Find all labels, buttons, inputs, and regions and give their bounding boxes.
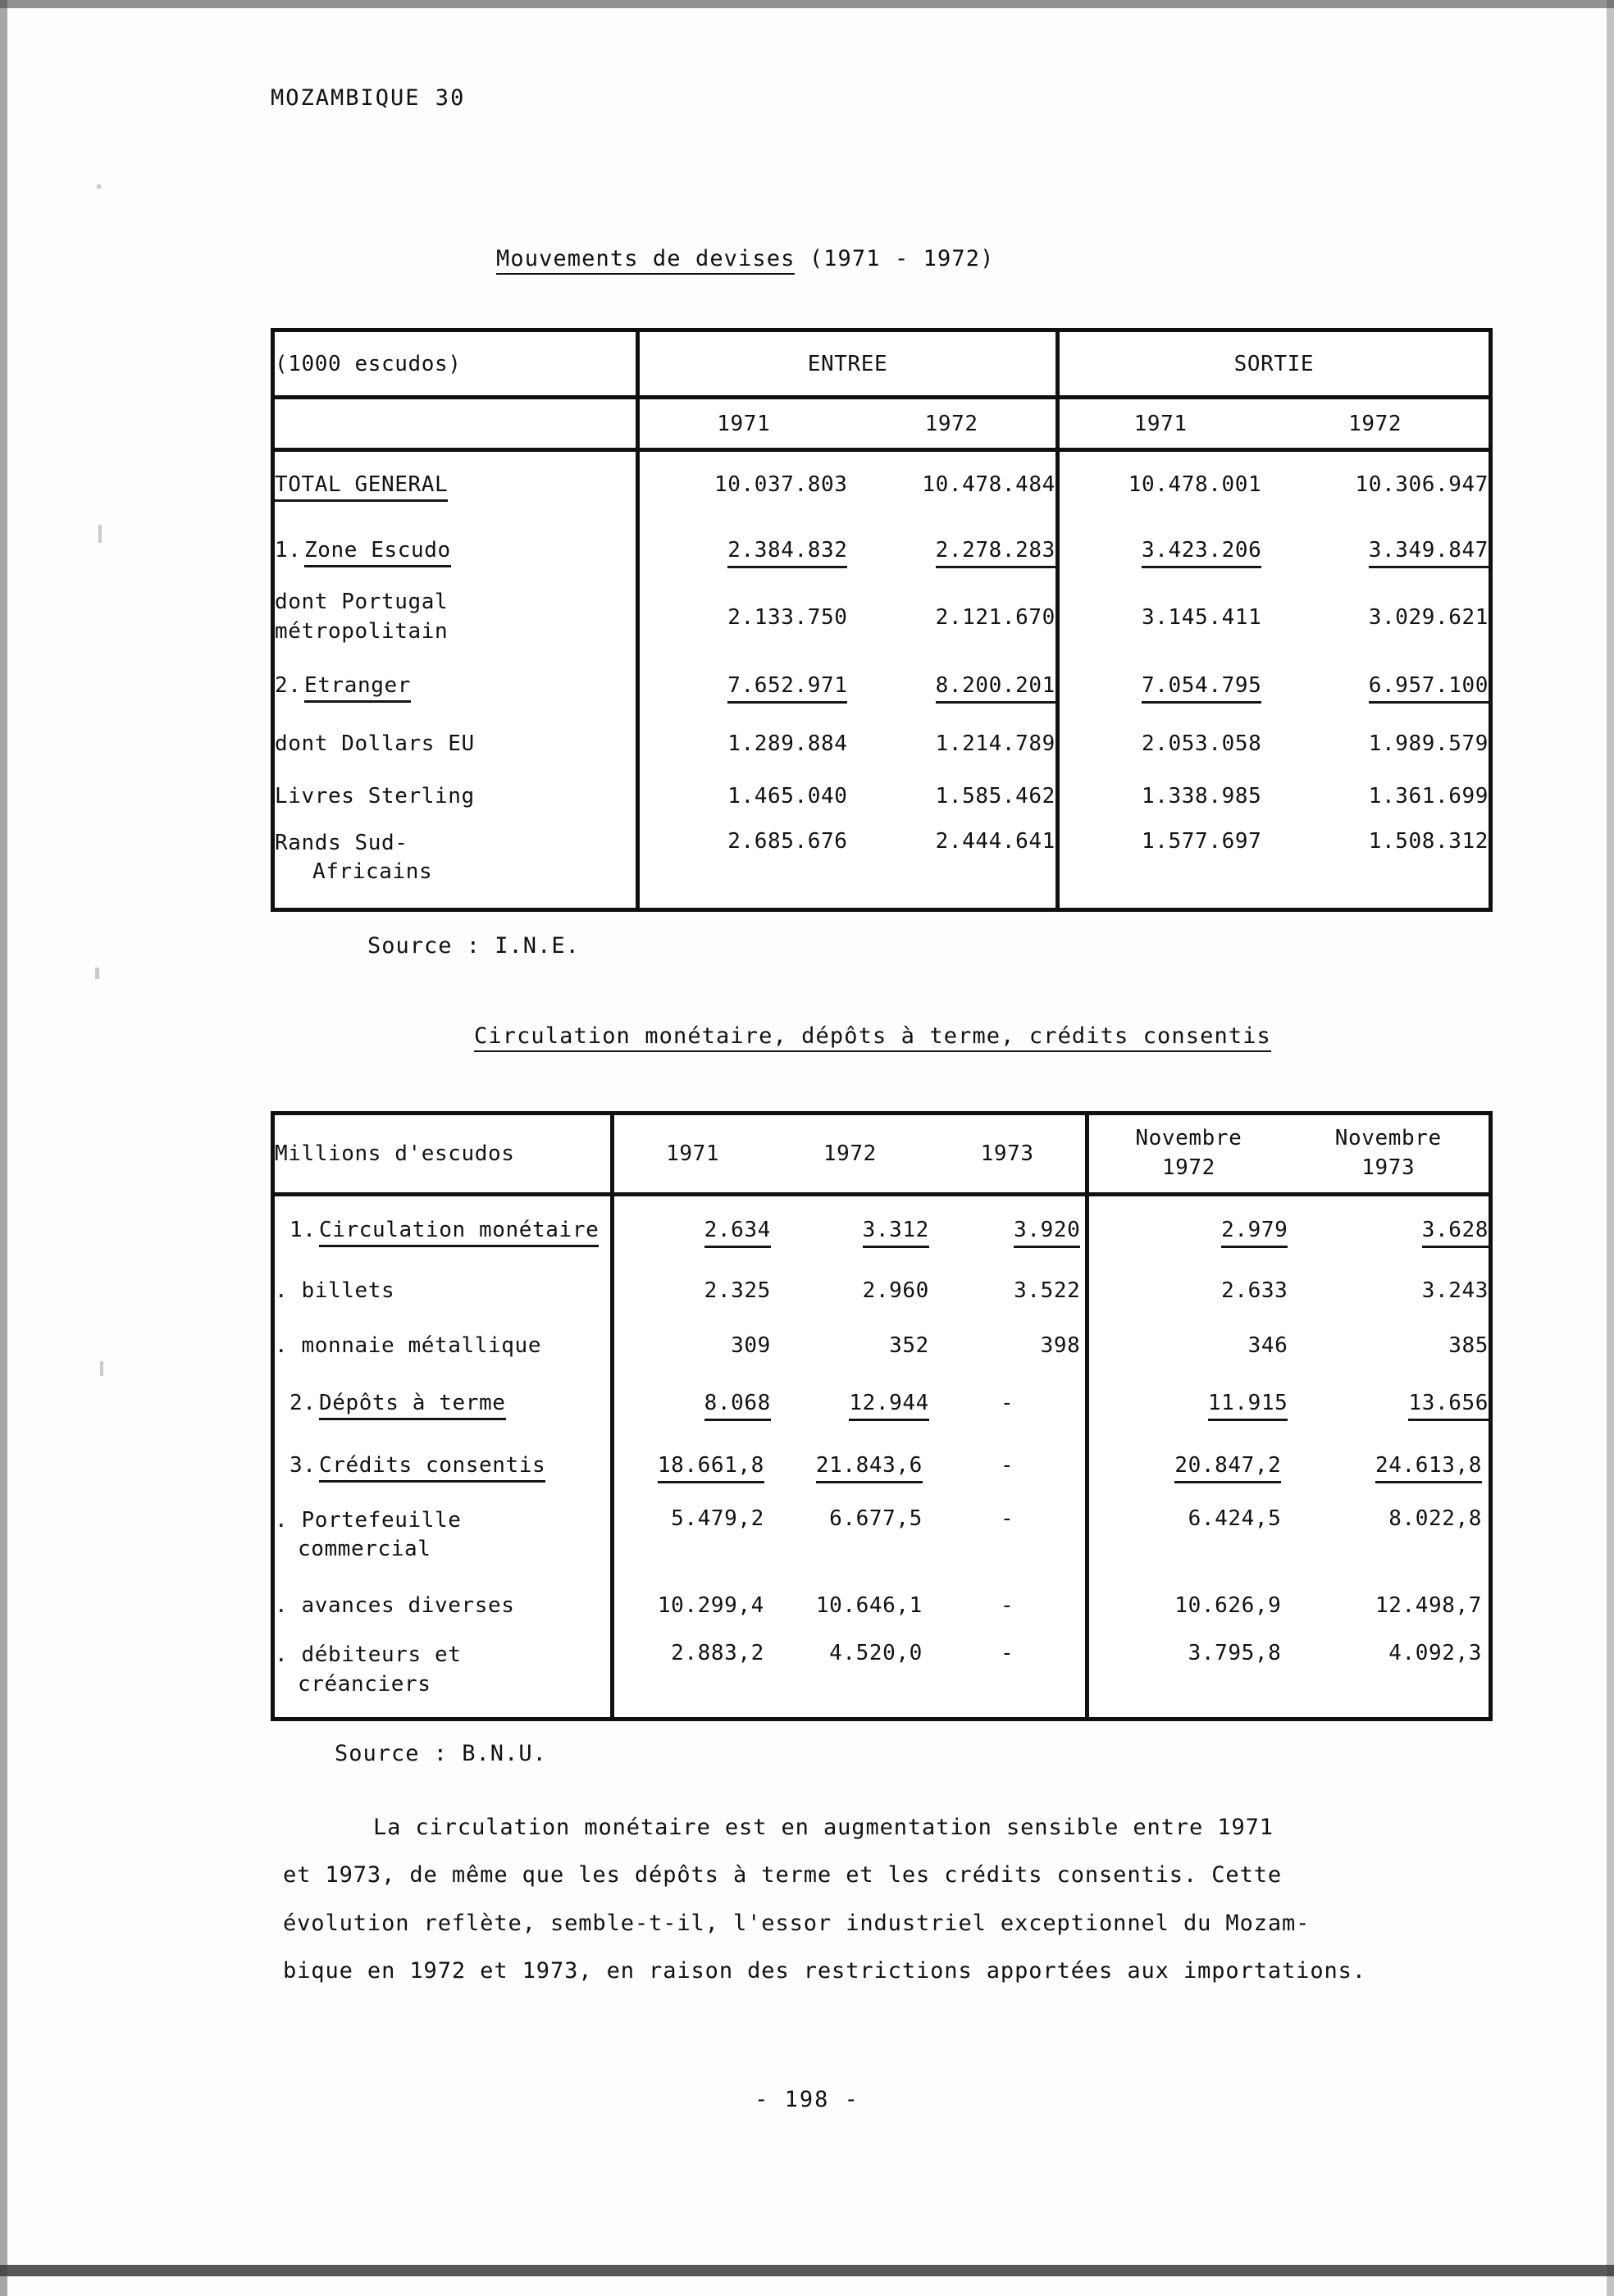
table-1-cell: 2.121.670 [935,604,1055,630]
table-2-unit-header: Millions d'escudos [275,1115,613,1195]
table-2-cell: 4.092,3 [1388,1641,1482,1666]
table-1-row-label [275,822,638,908]
table-2-cell: 398 [1040,1332,1081,1358]
row-label-text: Crédits consentis [319,1453,545,1483]
table-2-col-header-1973: 1973 [929,1115,1087,1195]
table-2-col-header-novembre-1972: Novembre 1972 [1087,1115,1288,1195]
scan-speck [100,1361,103,1376]
table-2-cell: - [1001,1593,1014,1619]
table-row [275,1634,1489,1717]
table-2-cell: - [1001,1506,1014,1531]
table-2-cell: - [1001,1641,1014,1666]
table-2-cell: 2.633 [1087,1264,1288,1318]
table-2-row-label: . billets [275,1278,395,1304]
table-1-cell: 1.289.884 [638,718,848,770]
table-2-title-main: Circulation monétaire, dépôts à terme, crédits consentis [474,1023,1271,1052]
table-1-cell: 10.037.803 [638,449,848,518]
table-2-title [474,1023,1271,1049]
table-2-row-label [275,1634,613,1717]
table-2-cell: 6.677,5 [829,1506,923,1531]
table-2-cell: 12.944 [771,1373,929,1433]
scan-speck [95,968,99,979]
table-row [275,822,1489,908]
table-1-cell: 3.029.621 [1368,604,1489,630]
table-1-cell: 10.478.001 [1057,449,1261,518]
scan-speck [97,184,101,189]
table-1-unit-header: (1000 escudos) [275,332,638,398]
table-2-cell: 2.634 [613,1195,771,1264]
row-index: 2. [275,672,302,698]
scan-edge-top [0,0,1614,8]
table-2-cell: 20.847,2 [1087,1433,1288,1497]
table-2-cell: 309 [613,1318,771,1372]
table-2-cell: 5.479,2 [613,1498,771,1578]
table-1-cell: 10.478.484 [922,472,1055,498]
table-2-cell: 13.656 [1288,1373,1489,1433]
body-line: et 1973, de même que les dépôts à terme et les crédits consentis. Cette [283,1862,1283,1888]
table-1-cell: 7.652.971 [638,653,848,718]
table-1-year-entree-1972: 1972 [847,398,1057,449]
table-1-group-header-entree: ENTREE [638,332,1058,398]
table-2-cell: 3.522 [1014,1278,1081,1304]
table-2-cell: - [1001,1453,1014,1478]
table-1-cell: 1.989.579 [1368,731,1489,757]
row-index: 1. [275,538,302,563]
table-row [275,582,1489,653]
table-2-cell: 346 [1087,1318,1288,1372]
scan-edge-left [0,0,7,2296]
table-1-group-header-sortie: SORTIE [1057,332,1489,398]
table-1-cell: 1.508.312 [1368,828,1489,854]
row-label-text: Etranger [304,673,411,703]
row-index: 1. [290,1217,317,1242]
table-2-cell: 8.022,8 [1388,1506,1482,1531]
table-1-source: Source : I.N.E. [367,933,580,959]
table-1-row-label [275,582,638,653]
table-2-cell: 3.795,8 [1087,1634,1288,1717]
table-1-cell: 3.349.847 [1261,518,1489,582]
table-1-cell: 1.465.040 [638,770,848,822]
table-2-source: Source : B.N.U. [335,1741,547,1766]
table-row [275,1577,1489,1634]
table-1-cell: 1.577.697 [1057,822,1261,908]
row-label-text-2: commercial [298,1537,431,1562]
table-2-col-header-novembre-1973: Novembre 1973 [1288,1115,1489,1195]
table-row [275,1318,1489,1372]
row-index: 2. [290,1390,317,1415]
table-1-year-row [275,398,1489,449]
table-2-row-label: . avances diverses [275,1593,515,1619]
table-1-row-label [275,449,638,518]
table-1-cell: 3.145.411 [1057,582,1261,653]
table-mouvements-de-devises [271,328,1493,912]
table-2-row-label: . monnaie métallique [275,1332,542,1358]
body-line: La circulation monétaire est en augmentation sensible entre 1971 [373,1815,1274,1840]
table-row [275,653,1489,718]
table-1-row-label: dont Dollars EU [275,731,475,757]
table-1-cell: 1.338.985 [1057,770,1261,822]
scan-speck [98,525,102,543]
table-2-cell: 3.243 [1421,1278,1489,1304]
body-paragraph [283,1804,1538,1995]
table-1-cell: 3.423.206 [1057,518,1261,582]
table-1-cell: 1.361.699 [1368,783,1489,809]
table-1-cell: 7.054.795 [1057,653,1261,718]
table-2-row-label [275,1195,613,1264]
row-label-text: . débiteurs et [275,1642,462,1668]
running-head: MOZAMBIQUE 30 [271,85,466,111]
table-1-cell: 6.957.100 [1261,653,1489,718]
table-2-cell: 352 [889,1332,929,1358]
table-row [275,770,1489,822]
table-2-cell: 4.520,0 [829,1641,923,1666]
table-2-cell: 3.920 [929,1195,1087,1264]
table-row [275,718,1489,770]
table-1-row-label [275,653,638,718]
table-1-cell: 2.444.641 [935,828,1055,854]
table-row [275,1264,1489,1318]
body-line: évolution reflète, semble-t-il, l'essor industriel exceptionnel du Mozam- [283,1910,1311,1936]
table-2-row-label [275,1498,613,1578]
table-1-cell: 2.685.676 [638,822,848,908]
table-2-cell: 10.626,9 [1087,1577,1288,1634]
table-1-cell: 2.053.058 [1057,718,1261,770]
table-2-cell: 2.883,2 [613,1634,771,1717]
table-2-cell: 21.843,6 [771,1433,929,1497]
table-1-cell: 1.214.789 [935,731,1055,757]
row-label-text: Circulation monétaire [319,1218,599,1247]
row-label-text-2: métropolitain [275,618,449,644]
table-2-header-row [275,1115,1489,1195]
table-2-cell: 3.628 [1288,1195,1489,1264]
table-1-year-sortie-1972: 1972 [1261,398,1489,449]
row-label-text: Rands Sud- [275,830,408,855]
table-1-header-row [275,332,1489,398]
table-2-cell: 10.646,1 [815,1593,923,1619]
table-2-cell: 2.325 [613,1264,771,1318]
table-1-title [496,246,994,271]
table-2-cell: 11.915 [1087,1373,1288,1433]
table-row [275,449,1489,518]
body-line: bique en 1972 et 1973, en raison des restrictions apportées aux importations. [283,1957,1366,1984]
row-label-text-2: créanciers [298,1672,431,1697]
table-2-cell: 3.312 [771,1195,929,1264]
table-row [275,1195,1489,1264]
row-label-text: TOTAL GENERAL [275,472,448,502]
table-1-row-label [275,518,638,582]
table-2-row-label [275,1433,613,1497]
table-1-cell: 2.384.832 [638,518,848,582]
table-2-col-header-1972: 1972 [771,1115,929,1195]
table-1-cell: 1.585.462 [935,783,1055,809]
table-2-cell: 18.661,8 [613,1433,771,1497]
table-1-cell: 2.278.283 [847,518,1057,582]
table-2-cell: 6.424,5 [1087,1498,1288,1578]
table-1-year-sortie-1971: 1971 [1057,398,1261,449]
scan-edge-right [1607,0,1614,2296]
table-2-cell: 2.960 [862,1278,929,1304]
table-2-row-label [275,1373,613,1433]
table-2-cell: 10.299,4 [613,1577,771,1634]
table-1-year-entree-1971: 1971 [638,398,848,449]
table-row [275,1498,1489,1578]
row-label-text: Dépôts à terme [319,1391,506,1420]
table-1-cell: 10.306.947 [1355,472,1489,498]
table-2-cell: 24.613,8 [1288,1433,1489,1497]
table-1-cell: 8.200.201 [847,653,1057,718]
table-1-title-main: Mouvements de devises [496,246,795,275]
table-1-title-years: (1971 - 1972) [795,246,995,271]
table-row [275,1373,1489,1433]
table-2-col-header-1971: 1971 [613,1115,771,1195]
table-circulation-monetaire [271,1111,1493,1721]
table-1-cell: 2.133.750 [638,582,848,653]
page-number: - 198 - [755,2087,859,2112]
table-1-year-blank [275,398,638,449]
table-2-cell: 12.498,7 [1375,1593,1482,1619]
table-2-cell: 385 [1448,1332,1489,1358]
table-1-row-label: Livres Sterling [275,783,475,809]
row-index: 3. [290,1453,317,1478]
table-2-cell: - [1001,1390,1014,1415]
scan-edge-bottom [0,2265,1614,2276]
table-2-cell: 2.979 [1087,1195,1288,1264]
row-label-text: dont Portugal [275,590,449,615]
row-label-text: . Portefeuille [275,1507,462,1533]
table-row [275,1433,1489,1497]
table-2-cell: 8.068 [613,1373,771,1433]
table-row [275,518,1489,582]
row-label-text: Zone Escudo [304,538,451,567]
row-label-text-2: Africains [312,859,433,885]
